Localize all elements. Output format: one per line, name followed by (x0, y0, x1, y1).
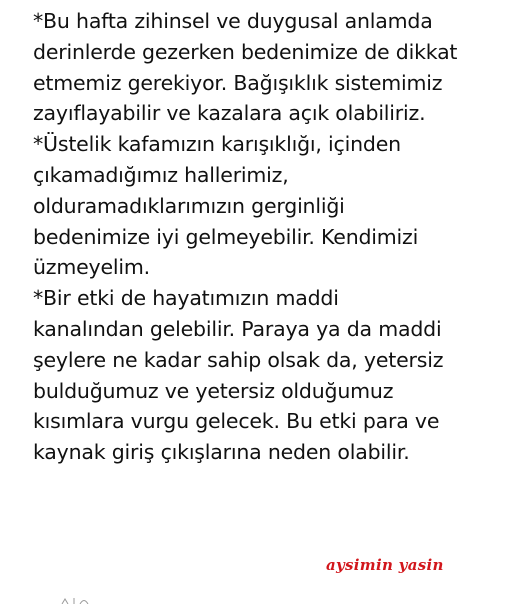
text-line: çıkamadığımız hallerimiz, (33, 162, 289, 187)
horoscope-text (33, 6, 517, 468)
text-line: üzmeyelim. (33, 255, 150, 280)
text-line: *Bir etki de hayatımızın maddi (33, 286, 339, 311)
text-line: bedenimize iyi gelmeyebilir. Kendimizi (33, 224, 419, 249)
signature: aysimin yasin (326, 556, 444, 574)
text-line: olduramadıklarımızın gerginliği (33, 193, 345, 218)
text-line: derinlerde gezerken bedenimize de dikkat (33, 39, 458, 64)
text-line: *Bu hafta zihinsel ve duygusal anlamda (33, 9, 433, 33)
text-line: kaynak giriş çıkışlarına neden olabilir. (33, 440, 410, 465)
text-line: *Üstelik kafamızın karışıklığı, içinden (33, 132, 401, 157)
text-line: bulduğumuz ve yetersiz olduğumuz (33, 378, 394, 403)
text-line: şeylere ne kadar sahip olsak da, yetersiz (33, 347, 444, 372)
text-line: kısımlara vurgu gelecek. Bu etki para ve (33, 409, 440, 434)
text-line: zayıflayabilir ve kazalara açık olabiliriz. (33, 101, 426, 126)
text-line: etmemiz gerekiyor. Bağışıklık sistemimiz (33, 70, 443, 95)
text-line: kanalından gelebilir. Paraya ya da maddi (33, 316, 442, 341)
cropped-text-fragment (60, 596, 100, 604)
